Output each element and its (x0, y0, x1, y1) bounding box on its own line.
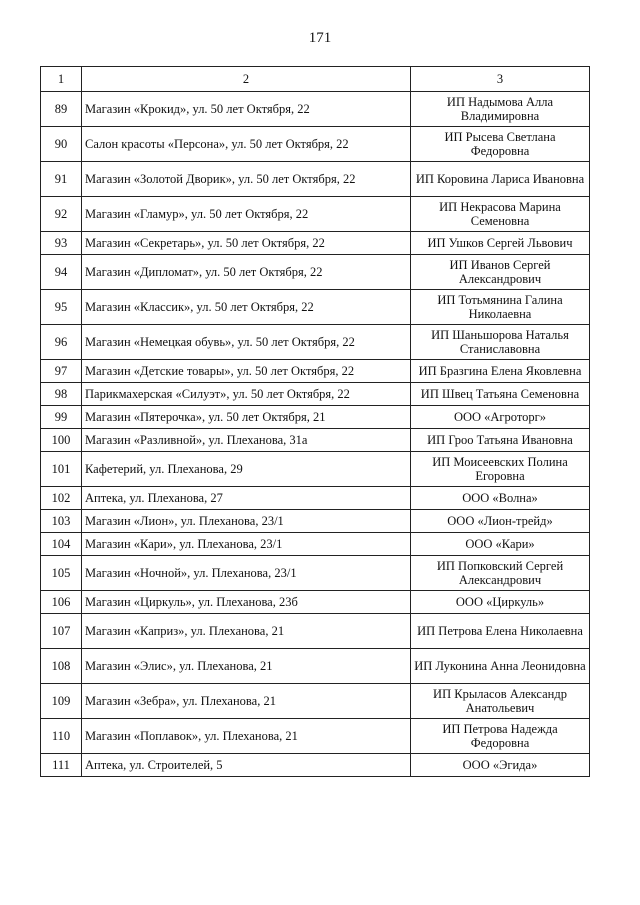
registry-table (40, 66, 590, 777)
object-address: Магазин «Циркуль», ул. Плеханова, 23б (82, 591, 411, 614)
table-row (41, 383, 590, 406)
row-number: 103 (41, 510, 82, 533)
object-address: Магазин «Кари», ул. Плеханова, 23/1 (82, 533, 411, 556)
owner-name: ООО «Агроторг» (411, 406, 590, 429)
object-address: Кафетерий, ул. Плеханова, 29 (82, 452, 411, 487)
owner-name: ИП Ушков Сергей Львович (411, 232, 590, 255)
table-row (41, 255, 590, 290)
object-address: Аптека, ул. Строителей, 5 (82, 754, 411, 777)
table-row (41, 754, 590, 777)
owner-name: ИП Швец Татьяна Семеновна (411, 383, 590, 406)
column-header-3: 3 (411, 67, 590, 92)
table-row (41, 325, 590, 360)
object-address: Магазин «Золотой Дворик», ул. 50 лет Октября, 22 (82, 162, 411, 197)
table-row (41, 510, 590, 533)
table-row (41, 452, 590, 487)
row-number: 101 (41, 452, 82, 487)
owner-name: ООО «Волна» (411, 487, 590, 510)
row-number: 92 (41, 197, 82, 232)
row-number: 94 (41, 255, 82, 290)
object-address: Магазин «Классик», ул. 50 лет Октября, 22 (82, 290, 411, 325)
row-number: 102 (41, 487, 82, 510)
object-address: Магазин «Поплавок», ул. Плеханова, 21 (82, 719, 411, 754)
owner-name: ООО «Лион-трейд» (411, 510, 590, 533)
table-row (41, 429, 590, 452)
table-row (41, 533, 590, 556)
owner-name: ИП Крыласов Александр Анатольевич (411, 684, 590, 719)
row-number: 111 (41, 754, 82, 777)
object-address: Магазин «Дипломат», ул. 50 лет Октября, 22 (82, 255, 411, 290)
row-number: 110 (41, 719, 82, 754)
table-row (41, 684, 590, 719)
object-address: Магазин «Гламур», ул. 50 лет Октября, 22 (82, 197, 411, 232)
table-row (41, 360, 590, 383)
owner-name: ИП Луконина Анна Леонидовна (411, 649, 590, 684)
owner-name: ИП Надымова Алла Владимировна (411, 92, 590, 127)
row-number: 105 (41, 556, 82, 591)
table-row (41, 162, 590, 197)
object-address: Магазин «Элис», ул. Плеханова, 21 (82, 649, 411, 684)
row-number: 90 (41, 127, 82, 162)
owner-name: ООО «Циркуль» (411, 591, 590, 614)
row-number: 95 (41, 290, 82, 325)
owner-name: ИП Бразгина Елена Яковлевна (411, 360, 590, 383)
row-number: 91 (41, 162, 82, 197)
row-number: 100 (41, 429, 82, 452)
row-number: 104 (41, 533, 82, 556)
table-row (41, 406, 590, 429)
row-number: 98 (41, 383, 82, 406)
table-row (41, 556, 590, 591)
object-address: Магазин «Лион», ул. Плеханова, 23/1 (82, 510, 411, 533)
column-header-2: 2 (82, 67, 411, 92)
table-row (41, 719, 590, 754)
row-number: 89 (41, 92, 82, 127)
object-address: Магазин «Немецкая обувь», ул. 50 лет Октября, 22 (82, 325, 411, 360)
object-address: Магазин «Пятерочка», ул. 50 лет Октября, 21 (82, 406, 411, 429)
owner-name: ООО «Кари» (411, 533, 590, 556)
row-number: 97 (41, 360, 82, 383)
object-address: Магазин «Ночной», ул. Плеханова, 23/1 (82, 556, 411, 591)
object-address: Магазин «Крокид», ул. 50 лет Октября, 22 (82, 92, 411, 127)
table-row (41, 487, 590, 510)
object-address: Магазин «Разливной», ул. Плеханова, 31а (82, 429, 411, 452)
object-address: Магазин «Секретарь», ул. 50 лет Октября, 22 (82, 232, 411, 255)
owner-name: ИП Коровина Лариса Ивановна (411, 162, 590, 197)
row-number: 108 (41, 649, 82, 684)
table-header-row (41, 67, 590, 92)
owner-name: ИП Петрова Надежда Федоровна (411, 719, 590, 754)
owner-name: ИП Петрова Елена Николаевна (411, 614, 590, 649)
table-row (41, 649, 590, 684)
row-number: 106 (41, 591, 82, 614)
row-number: 109 (41, 684, 82, 719)
owner-name: ИП Моисеевских Полина Егоровна (411, 452, 590, 487)
object-address: Салон красоты «Персона», ул. 50 лет Октября, 22 (82, 127, 411, 162)
table-row (41, 290, 590, 325)
owner-name: ИП Некрасова Марина Семеновна (411, 197, 590, 232)
table-row (41, 127, 590, 162)
table-row (41, 92, 590, 127)
owner-name: ИП Рысева Светлана Федоровна (411, 127, 590, 162)
owner-name: ИП Попковский Сергей Александрович (411, 556, 590, 591)
owner-name: ИП Тотьмянина Галина Николаевна (411, 290, 590, 325)
table-row (41, 232, 590, 255)
owner-name: ИП Гроо Татьяна Ивановна (411, 429, 590, 452)
page-number: 171 (308, 30, 332, 46)
owner-name: ИП Шаньшорова Наталья Станиславовна (411, 325, 590, 360)
row-number: 96 (41, 325, 82, 360)
object-address: Магазин «Зебра», ул. Плеханова, 21 (82, 684, 411, 719)
owner-name: ООО «Эгида» (411, 754, 590, 777)
row-number: 107 (41, 614, 82, 649)
owner-name: ИП Иванов Сергей Александрович (411, 255, 590, 290)
table-row (41, 614, 590, 649)
table-row (41, 197, 590, 232)
object-address: Магазин «Каприз», ул. Плеханова, 21 (82, 614, 411, 649)
column-header-1: 1 (41, 67, 82, 92)
object-address: Магазин «Детские товары», ул. 50 лет Октября, 22 (82, 360, 411, 383)
object-address: Парикмахерская «Силуэт», ул. 50 лет Октября, 22 (82, 383, 411, 406)
row-number: 93 (41, 232, 82, 255)
table-row (41, 591, 590, 614)
object-address: Аптека, ул. Плеханова, 27 (82, 487, 411, 510)
row-number: 99 (41, 406, 82, 429)
